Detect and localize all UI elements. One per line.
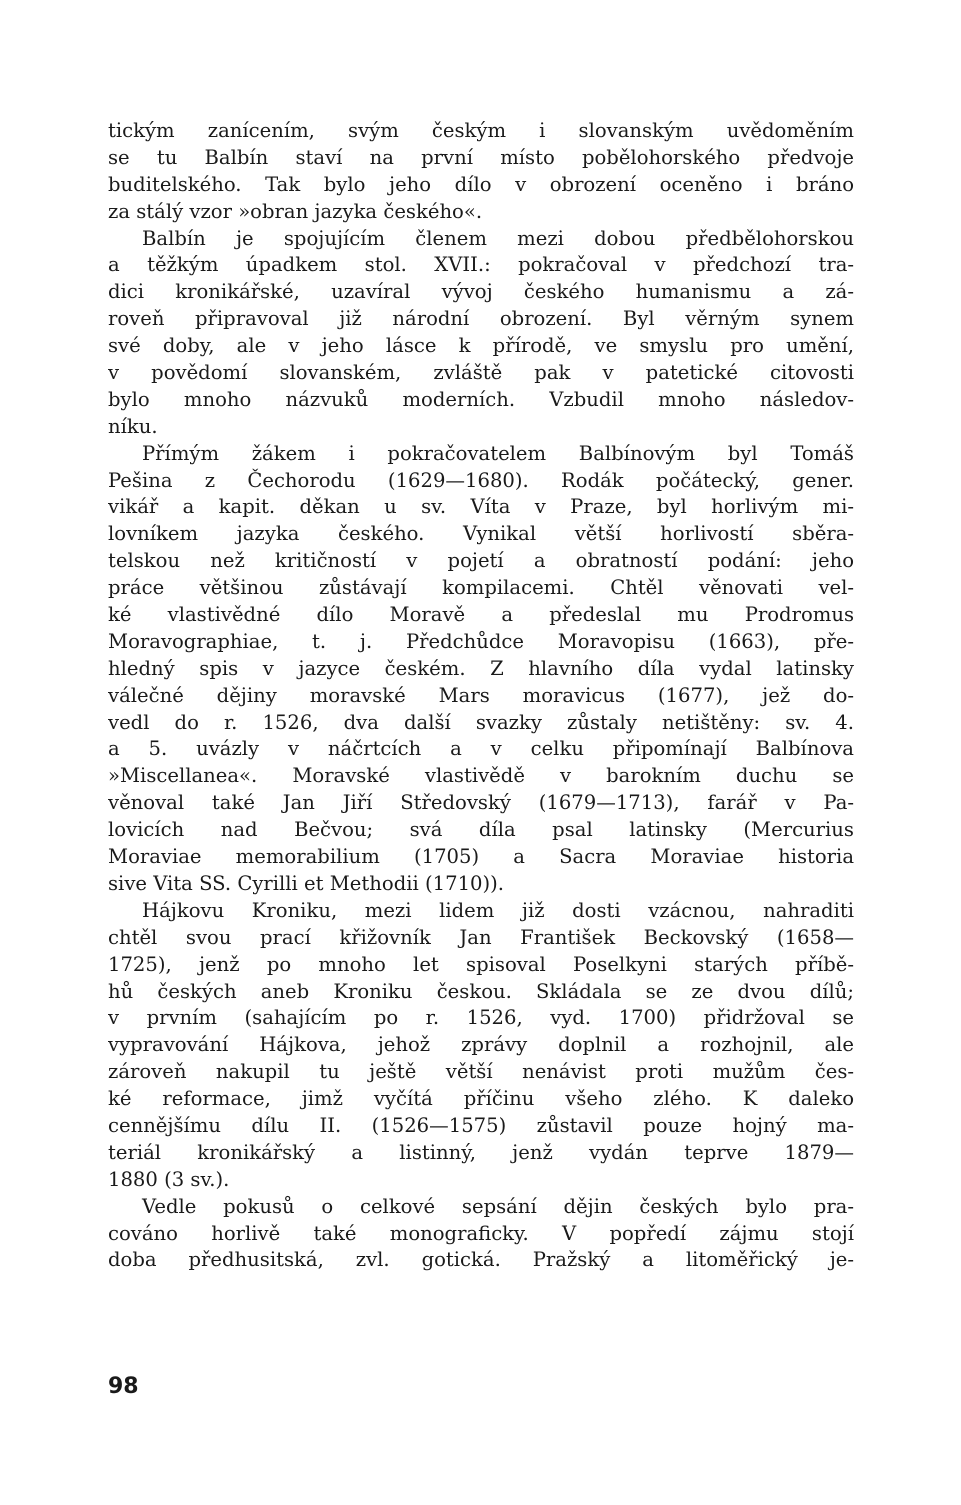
text-line: a těžkým úpadkem stol. XVII.: pokračoval v předchozí tra-: [108, 253, 854, 277]
text-line: Hájkovu Kroniku, mezi lidem již dosti vzácnou, nahraditi: [142, 898, 854, 922]
text-line: chtěl svou prací křižovník Jan František Beckovský (1658—: [108, 925, 854, 949]
text-line: 1880 (3 sv.).: [108, 1167, 230, 1191]
text-line: telskou než kritičností v pojetí a obratností podání: jeho: [108, 549, 854, 573]
text-line: lovicích nad Bečvou; svá díla psal latinsky (Mercurius: [108, 818, 854, 842]
page-body: [108, 118, 854, 1274]
text-line: za stálý vzor »obran jazyka českého«.: [108, 199, 483, 223]
text-line: své doby, ale v jeho lásce k přírodě, ve smyslu pro umění,: [108, 334, 854, 358]
text-line: se tu Balbín staví na první místo pobělohorského předvoje: [108, 145, 854, 169]
text-line: »Miscellanea«. Moravské vlastivědě v barokním duchu se: [108, 764, 854, 788]
text-line: teriál kronikářský a listinný, jenž vydán teprve 1879—: [108, 1140, 854, 1164]
text-line: Pešina z Čechorodu (1629—1680). Rodák počátecký, gener.: [108, 468, 854, 492]
text-line: hledný spis v jazyce českém. Z hlavního díla vydal latinsky: [108, 656, 854, 680]
text-line: v prvním (sahajícím po r. 1526, vyd. 1700) přidržoval se: [108, 1006, 854, 1030]
text-line: Přímým žákem i pokračovatelem Balbínovým byl Tomáš: [142, 441, 854, 465]
text-line: zároveň nakupil tu ještě větší nenávist proti mužům čes-: [108, 1060, 854, 1084]
text-line: ké vlastivědné dílo Moravě a předeslal mu Prodromus: [108, 603, 854, 627]
text-line: cennějšímu dílu II. (1526—1575) zůstavil pouze hojný ma-: [108, 1113, 854, 1137]
text-line: v povědomí slovanském, zvláště pak v patetické citovosti: [108, 361, 854, 385]
text-line: Vedle pokusů o celkové sepsání dějin českých bylo pra-: [142, 1194, 854, 1218]
text-line: cováno horlivě také monograficky. V popředí zájmu stojí: [108, 1221, 854, 1245]
text-line: lovníkem jazyka českého. Vynikal větší horlivostí sběra-: [108, 522, 854, 546]
text-line: níku.: [108, 414, 158, 438]
text-line: 1725), jenž po mnoho let spisoval Poselkyni starých příbě-: [108, 952, 854, 976]
text-line: ké reformace, jimž vyčítá příčinu všeho zlého. K daleko: [108, 1087, 854, 1111]
text-line: buditelského. Tak bylo jeho dílo v obrození oceněno i bráno: [108, 172, 854, 196]
text-line: a 5. uvázly v náčrtcích a v celku připomínají Balbínova: [108, 737, 854, 761]
text-line: dici kronikářské, uzavíral vývoj českého humanismu a zá-: [108, 280, 854, 304]
text-line: bylo mnoho názvuků moderních. Vzbudil mnoho následov-: [108, 387, 854, 411]
text-line: vikář a kapit. děkan u sv. Víta v Praze, byl horlivým mi-: [108, 495, 854, 519]
text-line: Moraviae memorabilium (1705) a Sacra Moraviae historia: [108, 845, 854, 869]
text-line: roveň připravoval již národní obrození. Byl věrným synem: [108, 307, 854, 331]
text-line: práce většinou zůstávají kompilacemi. Chtěl věnovati vel-: [108, 576, 854, 600]
text-line: hů českých aneb Kroniku českou. Skládala se ze dvou dílů;: [108, 979, 854, 1003]
text-line: Balbín je spojujícím členem mezi dobou předbělohorskou: [142, 226, 854, 250]
text-line: sive Vita SS. Cyrilli et Methodii (1710)).: [108, 871, 505, 895]
text-line: válečné dějiny moravské Mars moravicus (1677), jež do-: [108, 683, 854, 707]
text-line: věnoval také Jan Jiří Středovský (1679—1713), farář v Pa-: [108, 791, 854, 815]
page-number: 98: [108, 1374, 139, 1399]
text-line: vedl do r. 1526, dva další svazky zůstaly netištěny: sv. 4.: [108, 710, 854, 734]
text-line: tickým zanícením, svým českým i slovanským uvědoměním: [108, 119, 854, 142]
text-line: doba předhusitská, zvl. gotická. Pražský a litoměřický je-: [108, 1248, 854, 1272]
text-line: Moravographiae, t. j. Předchůdce Moravopisu (1663), pře-: [108, 629, 854, 653]
text-line: vypravování Hájkova, jehož zprávy doplnil a rozhojnil, ale: [108, 1033, 854, 1057]
